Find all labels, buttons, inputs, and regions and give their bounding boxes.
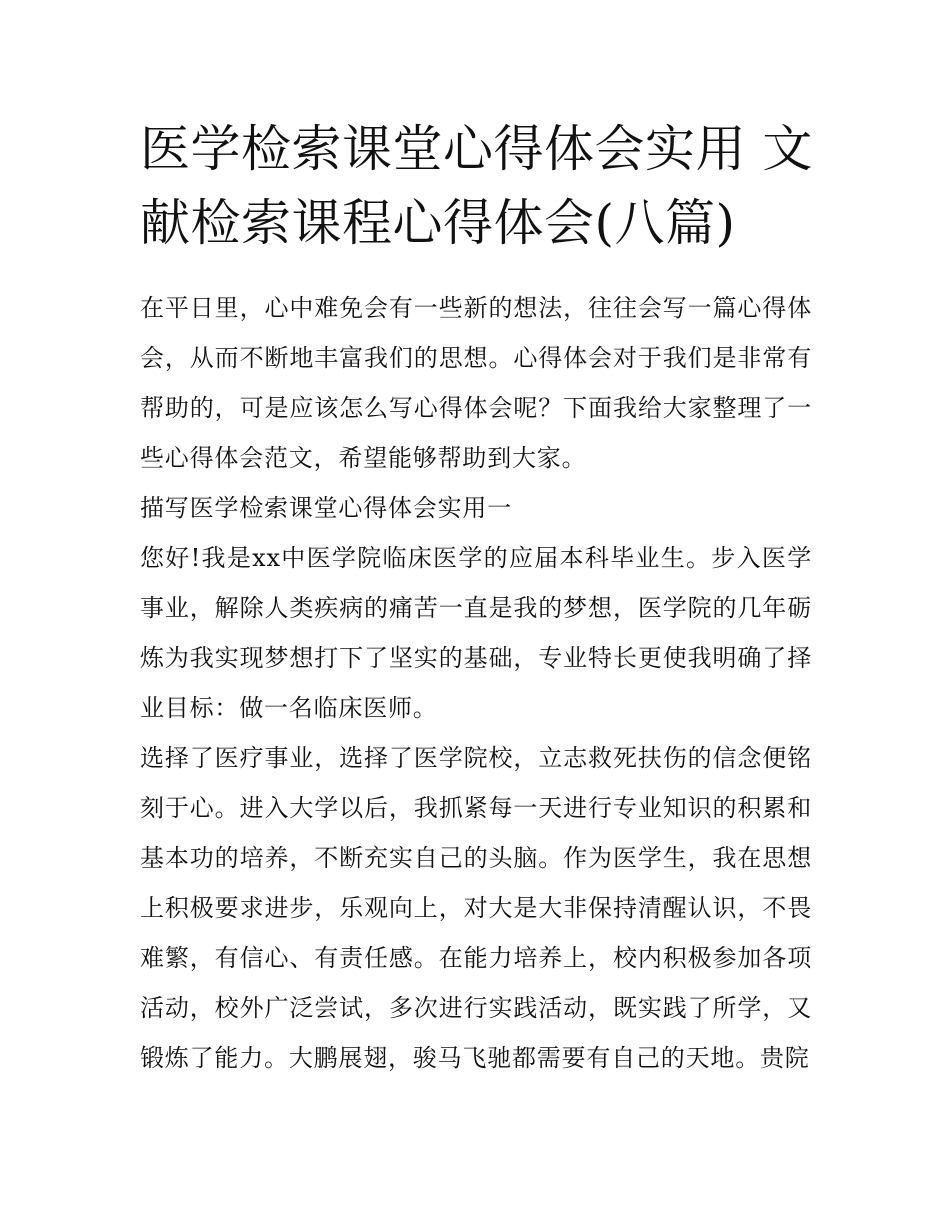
intro-paragraph: 在平日里，心中难免会有一些新的想法，往往会写一篇心得体会，从而不断地丰富我们的思想。心得体会对于我们是非常有帮助的，可是应该怎么写心得体会呢？下面我给大家整理了一些心得体会范文，希望能够帮助到大家。 xyxy=(140,294,812,472)
body-paragraph: 您好!我是xx中医学院临床医学的应届本科毕业生。步入医学事业，解除人类疾病的痛苦一直是我的梦想，医学院的几年砺炼为我实现梦想打下了坚实的基础，专业特长更使我明确了择业目标：做一名临床医师。 xyxy=(140,544,812,722)
body-paragraph: 选择了医疗事业，选择了医学院校，立志救死扶伤的信念便铭刻于心。进入大学以后，我抓紧每一天进行专业知识的积累和基本功的培养，不断充实自己的头脑。作为医学生，我在思想上积极要求进步，乐观向上，对大是大非保持清醒认识，不畏难繁，有信心、有责任感。在能力培养上，校内积极参加各项活动，校外广泛尝试，多次进行实践活动，既实践了所学，又锻炼了能力。大鹏展翅，骏马飞驰都需要有自己的天地。贵院 xyxy=(140,744,812,1072)
section-heading: 描写医学检索课堂心得体会实用一 xyxy=(140,494,512,522)
document-title xyxy=(140,112,820,260)
title-line-1: 医学检索课堂心得体会实用 文 xyxy=(140,120,813,178)
title-line-2: 献检索课程心得体会(八篇) xyxy=(140,194,736,252)
document-body xyxy=(140,283,812,1083)
